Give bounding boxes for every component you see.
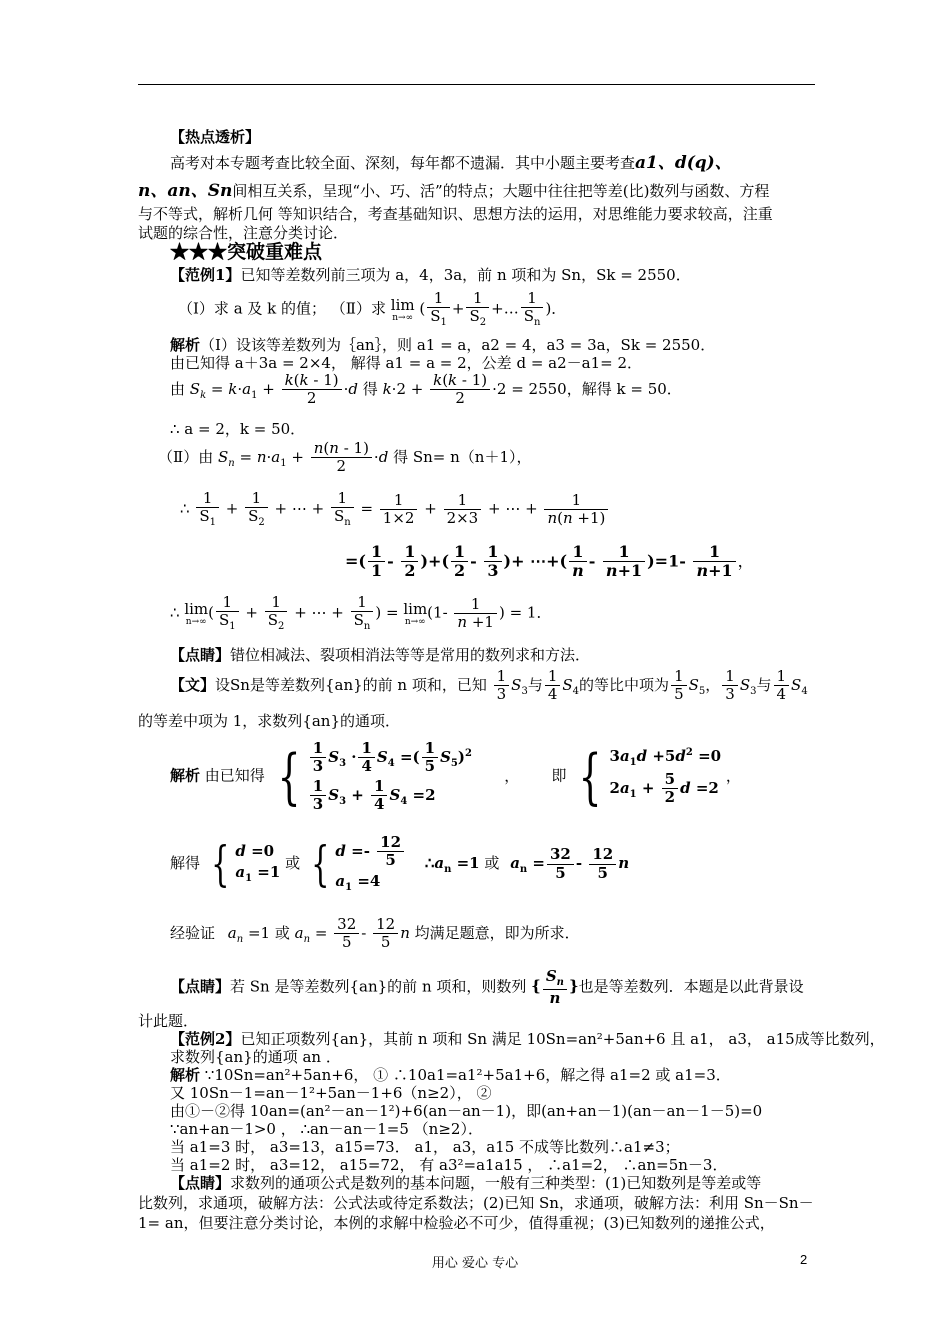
ex1-sum-line1: ∴ $\frac{1}{S_1}$ + $\frac{1}{S_2}$ + ⋯ + $\frac{1}{S_n}$ = $\frac{1}{1\times 2}$ + $\frac{1}{2\times 3}$ + ⋯ + $\frac{1}{n(n +1)}$	[180, 490, 610, 529]
ex2-l6: ∵an+an－1>0 ， ∴an－an－1=5 （n≥2）．	[170, 1120, 483, 1138]
wen-verify: 经验证 $a_n =1$ 或 $a_n$ = $\frac{32}{5}$ - $\frac{12}{5}$ n 均满足题意，即为所求．	[170, 915, 580, 952]
footer-slogan: 用心 爱心 专心	[431, 1256, 519, 1271]
ex2-l7: 当 a1=3 时， a3=13，a15=73． a1， a3，a15 不成等比数列∴a1≠3；	[170, 1138, 680, 1156]
page-number: 2	[800, 1252, 808, 1267]
hot-line4: 试题的综合性，注意分类讨论．	[138, 224, 349, 242]
ex2-l3: 解析 ∵10Sn=an²+5an+6， ① ∴10a1=a1²+5a1+6，解之得 a1=2 或 a1=3．	[170, 1066, 731, 1084]
wen-stem1: 【文】设Sn是等差数列{an}的前 n 项和，已知 $\frac{1}{3}$ $S_3$与 $\frac{1}{4}$ $S_4$的等比中项为 $\frac{1}{5}$ $S_5$， $\frac{1}{3}$ $S_3$与 $\frac{1}{4}$ $S_4$	[170, 667, 808, 704]
limit-symbol: lim n→∞	[390, 295, 415, 323]
ex2-l5: 由①－②得 10an=(an²－an－1²)+6(an－an－1)，即(an+an－1)(an－an－1－5)=0	[170, 1102, 763, 1120]
wen-solve: 解得 { d =0 $a_1 =1$ 或 { d =- $\frac{12}{5}$ $a_1 =4$ $\therefore a_n =1$ 或 $a_n$ = $\frac{32}{5}$ - $\frac{12}{5}$ n	[170, 833, 630, 893]
ex2-l2: 求数列{an}的通项 an ．	[170, 1048, 341, 1066]
ex1-limit-line: ∴ lim n→∞ ( $\frac{1}{S_1}$ + $\frac{1}{S_2}$ + ⋯ + $\frac{1}{S_n}$ ) = lim n→∞ (1- $\frac{1}{n +1}$ ) = 1．	[170, 593, 552, 633]
ex1-sol-3: 由 $S_k = k\cdot a_1$ + $\frac{k(k - 1)}{2}$ ·d 得 k·2 + $\frac{k(k - 1)}{2}$ ·2 = 2550，解得 k = 50．	[170, 371, 682, 408]
ex2-tip2: 比数列，求通项，破解方法：公式法或待定系数法；(2)已知 Sn，求通项，破解方法：利用 Sn－Sn－	[138, 1194, 814, 1212]
ex1-sol-2: 由已知得 a＋3a = 2×4， 解得 a1 = a = 2，公差 d = a2－a1= 2．	[170, 354, 643, 372]
ex1-tip: 【点睛】错位相减法、裂项相消法等等是常用的数列求和方法．	[170, 646, 591, 664]
ex1-sol-1: 解析（Ⅰ）设该等差数列为｛an｝，则 a1 = a，a2 = 4，a3 = 3a，Sk = 2550．	[170, 336, 716, 354]
wen-tip: 【点睛】若 Sn 是等差数列{an}的前 n 项和，则数列 { $\frac{S_n}{n}$ }也是等差数列．本题是以此背景设	[170, 967, 804, 1007]
hot-line2: n、an、Sn间相互关系，呈现“小、巧、活”的特点；大题中往往把等差(比)数列与函数、方程	[138, 181, 770, 201]
ex2-l4: 又 10Sn－1=an－1²+5an－1+6（n≥2）， ②	[170, 1084, 492, 1102]
ex2-l8: 当 a1=2 时， a3=12， a15=72， 有 a3²=a1a15 ， ∴a1=2， ∴an=5n－3．	[170, 1156, 728, 1174]
ex1-sol-4: ∴ a = 2，k = 50．	[170, 420, 306, 438]
ex1-sol-5: （Ⅱ）由 $S_n = n\cdot a_1$ + $\frac{n(n - 1)}{2}$ ·d 得 Sn= n（n＋1），	[158, 439, 532, 476]
hot-line3: 与不等式，解析几何 等知识结合，考查基础知识、思想方法的运用，对思维能力要求较高，注重	[138, 205, 773, 223]
wen-stem2: 的等差中项为 1，求数列{an}的通项．	[138, 712, 401, 730]
hot-heading: 【热点透析】	[170, 128, 261, 146]
hot-line1: 高考对本专题考查比较全面、深刻，每年都不遗漏．其中小题主要考查a1、d(q)、	[170, 153, 732, 173]
ex1-sum-line2: =( $\frac{1}{1}$ - $\frac{1}{2}$ )+( $\frac{1}{2}$ - $\frac{1}{3}$ )+ ⋯+( $\frac{1}{n}$ - $\frac{1}{n+1}$ )=1- $\frac{1}{n+1}$ ，	[345, 542, 754, 581]
ex1-stem: 【范例1】已知等差数列前三项为 a，4，3a，前 n 项和为 Sn，Sk = 2550．	[170, 266, 691, 284]
header-rule	[138, 84, 815, 85]
section-title: ★★★突破重难点	[170, 241, 323, 263]
ex2-l1: 【范例2】已知正项数列{an}，其前 n 项和 Sn 满足 10Sn=an²+5an+6 且 a1， a3， a15成等比数列，	[170, 1030, 885, 1048]
ex2-tip1: 【点睛】求数列的通项公式是数列的基本问题，一般有三种类型：(1)已知数列是等差或等	[170, 1174, 762, 1192]
wen-tip2: 计此题．	[138, 1012, 199, 1030]
wen-solution: 解析 由已知得 { $\frac{1}{3}$ $S_3$ · $\frac{1}{4}$ $S_4$ =( $\frac{1}{5}$ $S_5)^2$ $\frac{1}{3}$ $S_3$ + $\frac{1}{4}$ $S_4 =2$ ， 即 { $3a_1d +5d^2 =0$ $2a_1$ + $\frac{5}{2}$ d =2 ，	[170, 739, 741, 813]
ex2-tip3: 1= an，但要注意分类讨论，本例的求解中检验必不可少，值得重视；(3)已知数列的递推公式，	[138, 1214, 775, 1232]
ex1-question: （Ⅰ）求 a 及 k 的值； （Ⅱ）求 lim n→∞ ( $\frac{1}{S_1}$ + $\frac{1}{S_2}$ +… $\frac{1}{S_n}$ )．	[178, 289, 567, 329]
